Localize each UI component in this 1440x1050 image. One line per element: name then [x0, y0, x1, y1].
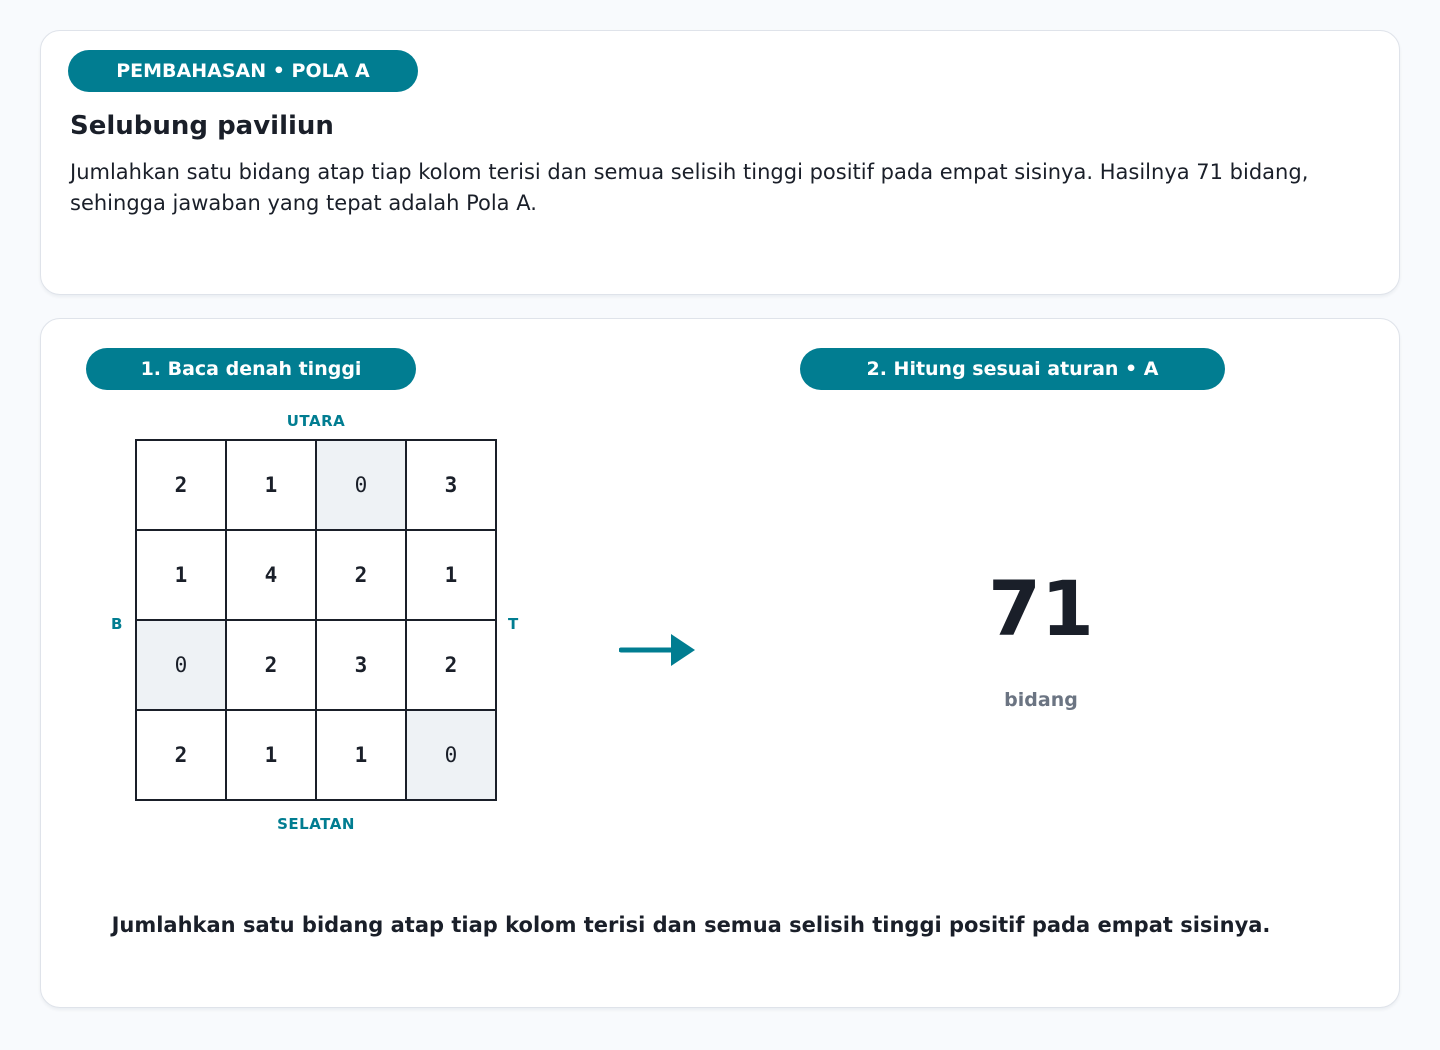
grid-cell: 1	[406, 530, 496, 620]
grid-cell: 1	[226, 440, 316, 530]
grid-cell: 2	[226, 620, 316, 710]
grid-cell: 1	[316, 710, 406, 800]
step1-badge: 1. Baca denah tinggi	[86, 348, 416, 390]
grid-cell: 0	[316, 440, 406, 530]
grid-cell: 1	[136, 530, 226, 620]
direction-north-label: UTARA	[286, 412, 346, 430]
step2-badge: 2. Hitung sesuai aturan • A	[800, 348, 1225, 390]
grid-cell: 3	[406, 440, 496, 530]
grid-cell: 4	[226, 530, 316, 620]
explanation-text: Jumlahkan satu bidang atap tiap kolom terisi dan semua selisih tinggi positif pada empat sisinya. Hasilnya 71 bidang, sehingga jawaban yang tepat adalah Pola A.	[70, 160, 1309, 215]
page-title: Selubung paviliun	[70, 111, 334, 141]
grid-cell: 1	[226, 710, 316, 800]
result-unit: bidang	[1004, 689, 1078, 711]
height-map-grid	[135, 439, 497, 801]
explanation-card	[40, 30, 1400, 295]
direction-east-label: T	[508, 615, 519, 633]
solution-card	[40, 318, 1400, 1008]
grid-cell: 0	[136, 620, 226, 710]
result-value: 71	[988, 564, 1094, 653]
explanation-badge: PEMBAHASAN • POLA A	[68, 50, 418, 92]
direction-south-label: SELATAN	[277, 815, 355, 833]
grid-cell: 3	[316, 620, 406, 710]
rule-summary: Jumlahkan satu bidang atap tiap kolom terisi dan semua selisih tinggi positif pada empat sisinya.	[111, 913, 1271, 937]
grid-cell: 2	[136, 440, 226, 530]
direction-west-label: B	[111, 615, 123, 633]
grid-cell: 0	[406, 710, 496, 800]
grid-cell: 2	[406, 620, 496, 710]
grid-cell: 2	[316, 530, 406, 620]
grid-cell: 2	[136, 710, 226, 800]
arrow-right-icon	[619, 632, 699, 668]
